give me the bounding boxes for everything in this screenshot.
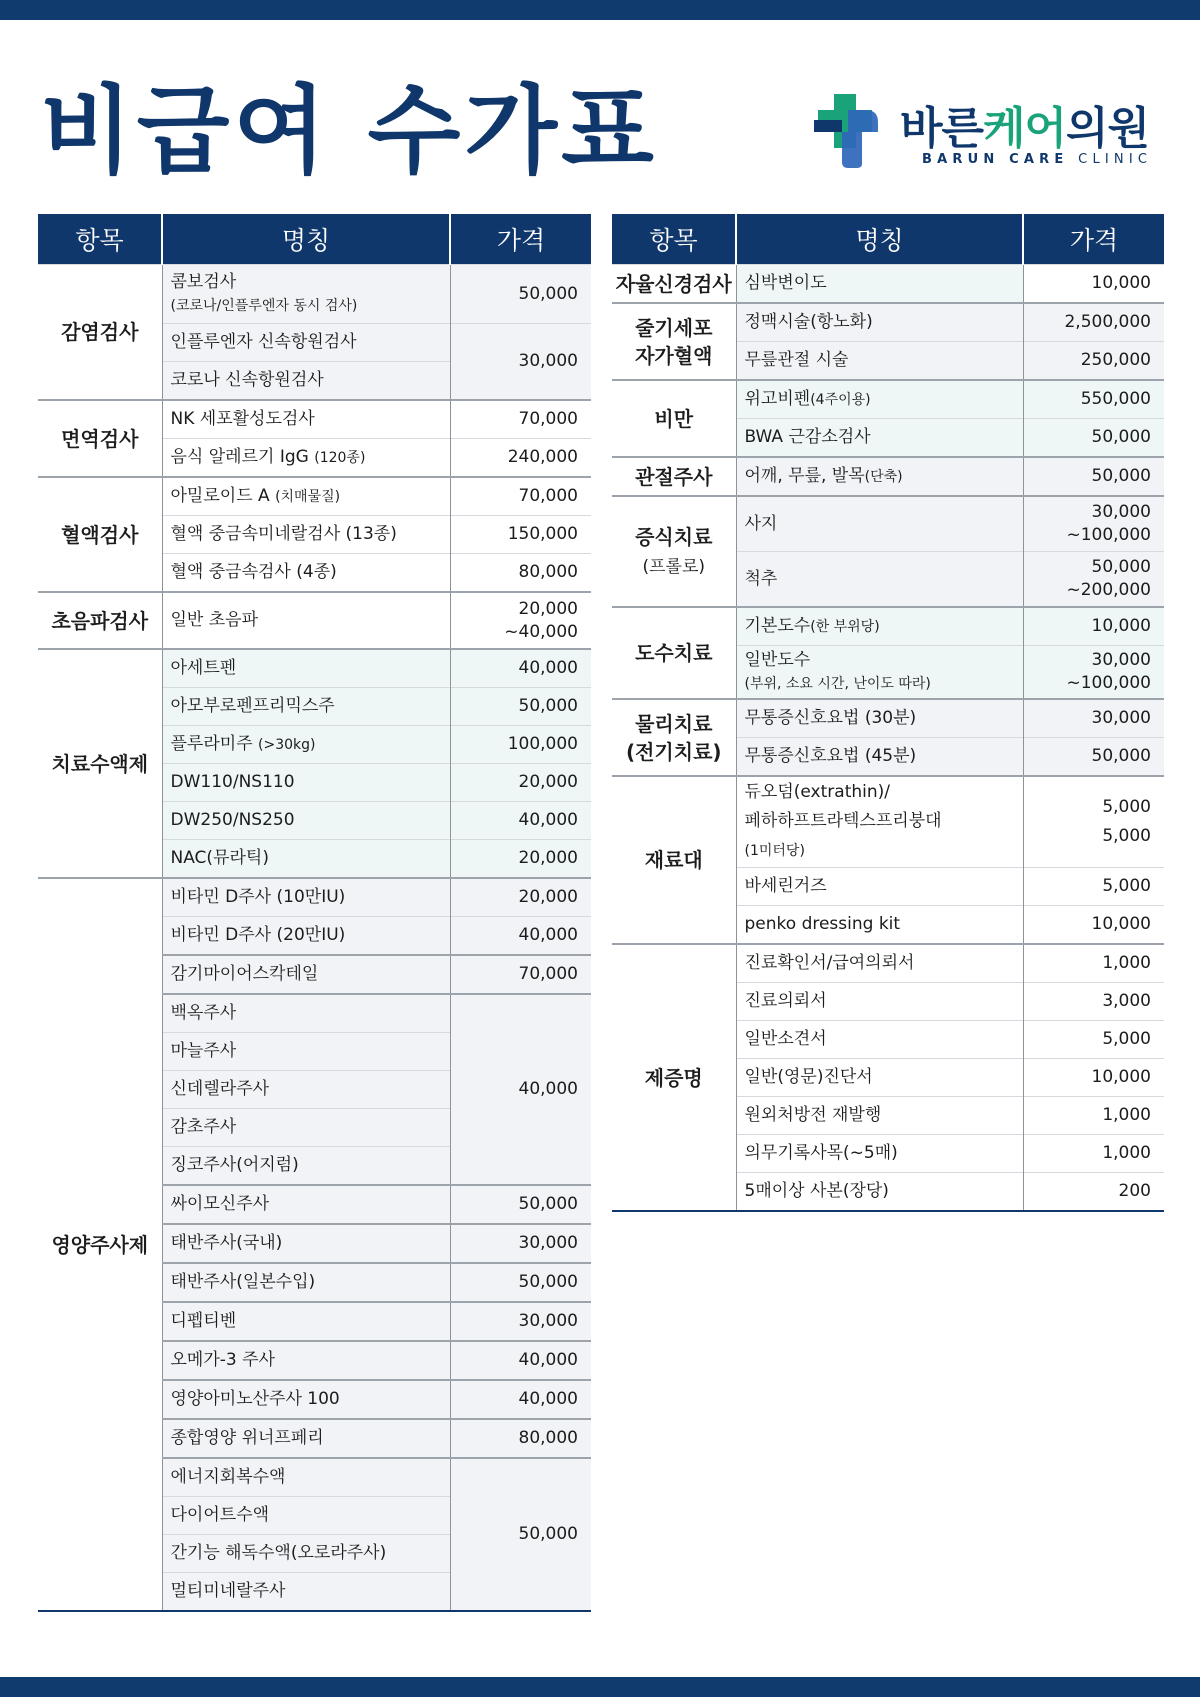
item-name: 태반주사(국내) [162,1224,450,1263]
item-price: 50,000 [450,1185,591,1224]
table-header-row [38,214,591,265]
medical-cross-icon [808,90,888,170]
table-row [612,944,1164,983]
clinic-logo [808,90,1168,170]
item-name: 멀티미네랄주사 [162,1573,450,1612]
item-price: 40,000 [450,649,591,688]
item-name: BWA 근감소검사 [736,419,1023,458]
item-name: 징코주사(어지럼) [162,1147,450,1186]
item-name: 감초주사 [162,1109,450,1147]
item-name: 바세린거즈 [736,868,1023,906]
logo-subtitle: BARUN CARE CLINIC [922,152,1153,167]
item-name: 감기마이어스칵테일 [162,955,450,994]
item-price: 10,000 [1023,906,1164,945]
item-price: 40,000 [450,994,591,1185]
item-price: 70,000 [450,955,591,994]
item-price: 70,000 [450,400,591,439]
item-price: 50,000 ~200,000 [1023,552,1164,608]
category-cell: 혈액검사 [38,477,162,592]
item-price: 30,000 ~100,000 [1023,646,1164,700]
item-price: 5,000 [1023,1021,1164,1059]
item-name: 일반(영문)진단서 [736,1059,1023,1097]
item-name: 척추 [736,552,1023,608]
item-price: 50,000 [450,1458,591,1611]
item-name: 코로나 신속항원검사 [162,362,450,401]
table-row [38,592,591,649]
item-name: 진료확인서/급여의뢰서 [736,944,1023,983]
item-price: 80,000 [450,554,591,593]
item-name: 위고비펜(4주이용) [736,380,1023,419]
item-price: 5,000 [1023,868,1164,906]
header-item: 항목 [38,214,162,265]
category-cell: 관절주사 [612,457,736,496]
table-row [38,649,591,688]
item-name: 비타민 D주사 (20만IU) [162,917,450,956]
item-name: 콤보검사 (코로나/인플루엔자 동시 검사) [162,265,450,324]
header-name: 명칭 [162,214,450,265]
category-cell: 증식치료 (프롤로) [612,496,736,607]
item-name: 음식 알레르기 IgG (120종) [162,439,450,478]
item-name: NK 세포활성도검사 [162,400,450,439]
table-header-row [612,214,1164,265]
item-name: 아세트펜 [162,649,450,688]
category-cell: 물리치료 (전기치료) [612,699,736,776]
item-price: 30,000 [450,1302,591,1341]
item-price: 50,000 [1023,457,1164,496]
item-price: 30,000 [450,1224,591,1263]
item-name: 5매이상 사본(장당) [736,1173,1023,1212]
item-name: 어깨, 무릎, 발목(단축) [736,457,1023,496]
top-accent-bar [0,0,1200,20]
item-name: 혈액 중금속검사 (4종) [162,554,450,593]
item-name: 오메가-3 주사 [162,1341,450,1380]
item-name: 무릎관절 시술 [736,342,1023,381]
category-cell: 치료수액제 [38,649,162,878]
item-name: 마늘주사 [162,1033,450,1071]
item-name: 듀오덤(extrathin)/ 페하하프트라텍스프리붕대 (1미터당) [736,776,1023,868]
fee-table-right [612,214,1164,1212]
header-item: 항목 [612,214,736,265]
item-price: 10,000 [1023,607,1164,646]
item-price: 10,000 [1023,1059,1164,1097]
item-name: 의무기록사목(~5매) [736,1135,1023,1173]
table-row [612,496,1164,552]
item-price: 50,000 [450,265,591,324]
item-name: 디펩티벤 [162,1302,450,1341]
table-row [612,380,1164,419]
item-price: 20,000 ~40,000 [450,592,591,649]
item-name: 아모부로펜프리믹스주 [162,688,450,726]
item-name: NAC(뮤라틱) [162,840,450,879]
item-price: 40,000 [450,917,591,956]
item-name: 아밀로이드 A (치매물질) [162,477,450,516]
item-name: 기본도수(한 부위당) [736,607,1023,646]
category-cell: 비만 [612,380,736,457]
item-name: 일반도수 (부위, 소요 시간, 난이도 따라) [736,646,1023,700]
fee-table-left [38,214,591,1612]
table-row [38,878,591,917]
category-cell: 재료대 [612,776,736,944]
header-name: 명칭 [736,214,1023,265]
item-name: 인플루엔자 신속항원검사 [162,324,450,362]
item-price: 10,000 [1023,265,1164,304]
header-price: 가격 [450,214,591,265]
item-name: 다이어트수액 [162,1497,450,1535]
item-price: 3,000 [1023,983,1164,1021]
item-name: penko dressing kit [736,906,1023,945]
category-cell: 제증명 [612,944,736,1211]
item-price: 40,000 [450,802,591,840]
table-row [612,776,1164,868]
item-price: 80,000 [450,1419,591,1458]
bottom-accent-bar [0,1677,1200,1697]
category-cell: 도수치료 [612,607,736,699]
category-cell: 초음파검사 [38,592,162,649]
item-price: 5,000 5,000 [1023,776,1164,868]
item-price: 550,000 [1023,380,1164,419]
item-price: 50,000 [450,1263,591,1302]
item-name: 사지 [736,496,1023,552]
item-price: 20,000 [450,840,591,879]
item-name: 백옥주사 [162,994,450,1033]
item-price: 40,000 [450,1380,591,1419]
item-name: DW110/NS110 [162,764,450,802]
item-price: 2,500,000 [1023,303,1164,342]
table-row [612,457,1164,496]
table-row [612,265,1164,304]
item-price: 100,000 [450,726,591,764]
item-name: 영양아미노산주사 100 [162,1380,450,1419]
logo-wordmark: 바른케어의원 [900,103,1150,154]
item-name: 간기능 해독수액(오로라주사) [162,1535,450,1573]
item-name: 신데렐라주사 [162,1071,450,1109]
item-name: 무통증신호요법 (30분) [736,699,1023,738]
item-price: 50,000 [1023,419,1164,458]
item-name: 혈액 중금속미네랄검사 (13종) [162,516,450,554]
item-name: DW250/NS250 [162,802,450,840]
table-row [612,607,1164,646]
item-name: 심박변이도 [736,265,1023,304]
table-row [38,400,591,439]
item-name: 무통증신호요법 (45분) [736,738,1023,777]
category-cell: 감염검사 [38,265,162,401]
item-price: 40,000 [450,1341,591,1380]
item-name: 싸이모신주사 [162,1185,450,1224]
item-name: 원외처방전 재발행 [736,1097,1023,1135]
item-price: 150,000 [450,516,591,554]
category-cell: 면역검사 [38,400,162,477]
item-name: 일반 초음파 [162,592,450,649]
category-cell: 영양주사제 [38,878,162,1611]
category-cell: 줄기세포 자가혈액 [612,303,736,380]
item-name: 진료의뢰서 [736,983,1023,1021]
page-title: 비급여 수가표 [40,75,658,187]
item-name: 비타민 D주사 (10만IU) [162,878,450,917]
item-price: 1,000 [1023,1097,1164,1135]
item-name: 태반주사(일본수입) [162,1263,450,1302]
table-row [38,477,591,516]
item-price: 30,000 [450,324,591,401]
item-price: 240,000 [450,439,591,478]
item-name: 정맥시술(항노화) [736,303,1023,342]
table-row [612,699,1164,738]
item-price: 250,000 [1023,342,1164,381]
item-name: 종합영양 위너프페리 [162,1419,450,1458]
item-price: 70,000 [450,477,591,516]
item-price: 1,000 [1023,944,1164,983]
item-name: 플루라미주 (>30kg) [162,726,450,764]
table-row [612,303,1164,342]
category-cell: 자율신경검사 [612,265,736,304]
item-price: 1,000 [1023,1135,1164,1173]
item-price: 20,000 [450,764,591,802]
item-price: 30,000 ~100,000 [1023,496,1164,552]
item-name: 에너지회복수액 [162,1458,450,1497]
item-price: 50,000 [1023,738,1164,777]
item-name: 일반소견서 [736,1021,1023,1059]
item-price: 30,000 [1023,699,1164,738]
item-price: 50,000 [450,688,591,726]
item-price: 200 [1023,1173,1164,1212]
item-price: 20,000 [450,878,591,917]
header-price: 가격 [1023,214,1164,265]
table-row [38,265,591,324]
